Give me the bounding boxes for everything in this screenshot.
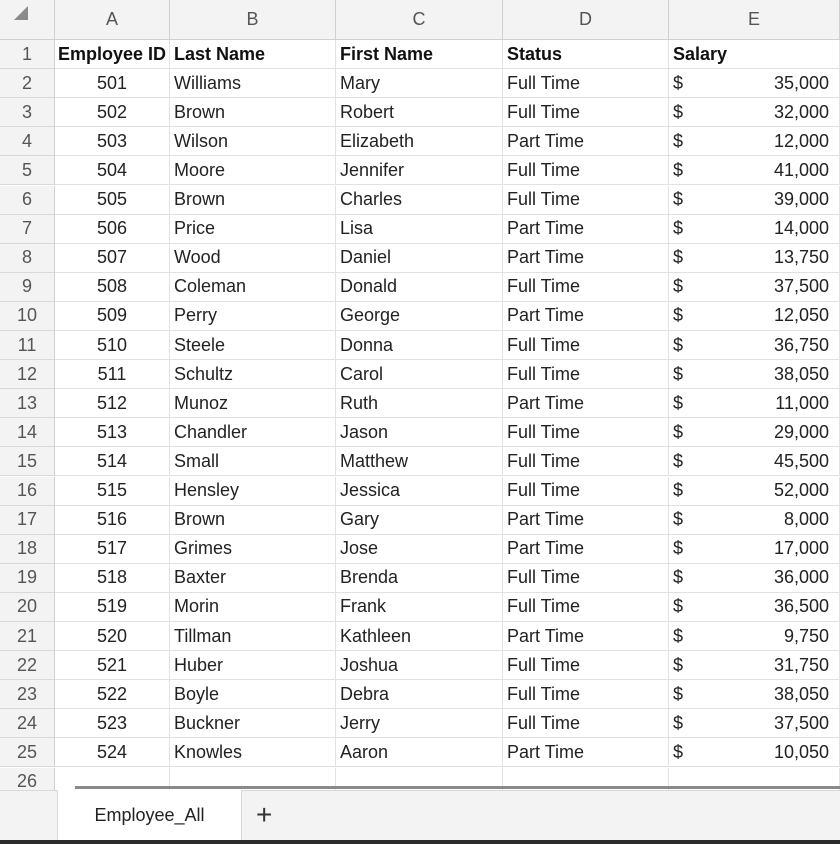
employee-id-cell[interactable]: 511 bbox=[55, 360, 170, 389]
currency-symbol: $ bbox=[673, 654, 684, 675]
currency-symbol: $ bbox=[673, 130, 684, 151]
column-header-e[interactable]: E bbox=[669, 0, 840, 40]
salary-value: 32,000 bbox=[773, 101, 829, 122]
employee-id-cell[interactable]: 516 bbox=[55, 506, 170, 535]
status-cell[interactable]: Part Time bbox=[503, 506, 669, 535]
salary-value: 39,000 bbox=[773, 189, 829, 210]
row-number[interactable]: 1 bbox=[0, 40, 55, 69]
last-name-cell[interactable]: Grimes bbox=[170, 535, 336, 564]
status-cell[interactable]: Full Time bbox=[503, 331, 669, 360]
salary-cell[interactable] bbox=[669, 738, 840, 767]
table-row bbox=[0, 244, 840, 273]
salary-value: 38,050 bbox=[773, 683, 829, 704]
employee-id-cell[interactable]: 518 bbox=[55, 564, 170, 593]
salary-value: 10,050 bbox=[773, 741, 829, 762]
status-cell[interactable]: Full Time bbox=[503, 680, 669, 709]
first-name-cell[interactable]: Jennifer bbox=[336, 156, 503, 185]
first-name-cell[interactable]: Kathleen bbox=[336, 622, 503, 651]
salary-cell[interactable] bbox=[669, 418, 840, 447]
table-row bbox=[0, 477, 840, 506]
row-number[interactable]: 11 bbox=[0, 331, 55, 360]
currency-symbol: $ bbox=[673, 72, 684, 93]
status-cell[interactable]: Part Time bbox=[503, 738, 669, 767]
currency-symbol: $ bbox=[673, 712, 684, 733]
header-cell[interactable]: Employee ID bbox=[55, 40, 170, 69]
employee-id-cell[interactable]: 512 bbox=[55, 389, 170, 418]
status-cell[interactable]: Full Time bbox=[503, 564, 669, 593]
last-name-cell[interactable]: Munoz bbox=[170, 389, 336, 418]
currency-symbol: $ bbox=[673, 480, 684, 501]
currency-symbol: $ bbox=[673, 363, 684, 384]
currency-symbol: $ bbox=[673, 159, 684, 180]
salary-cell[interactable] bbox=[669, 360, 840, 389]
employee-id-cell[interactable]: 521 bbox=[55, 651, 170, 680]
salary-cell[interactable] bbox=[669, 651, 840, 680]
currency-symbol: $ bbox=[673, 538, 684, 559]
currency-symbol: $ bbox=[673, 450, 684, 471]
table-row bbox=[0, 447, 840, 476]
status-cell[interactable]: Full Time bbox=[503, 477, 669, 506]
last-name-cell[interactable]: Moore bbox=[170, 156, 336, 185]
table-row bbox=[0, 389, 840, 418]
sheet-tab-bar bbox=[0, 790, 840, 840]
salary-value: 8,000 bbox=[783, 509, 829, 530]
row-number[interactable]: 16 bbox=[0, 477, 55, 506]
currency-symbol: $ bbox=[673, 276, 684, 297]
employee-id-cell[interactable]: 506 bbox=[55, 215, 170, 244]
salary-cell[interactable] bbox=[669, 709, 840, 738]
status-cell[interactable]: Full Time bbox=[503, 651, 669, 680]
salary-cell[interactable] bbox=[669, 506, 840, 535]
row-number[interactable]: 21 bbox=[0, 622, 55, 651]
status-cell[interactable]: Full Time bbox=[503, 709, 669, 738]
employee-id-cell[interactable]: 503 bbox=[55, 127, 170, 156]
salary-value: 36,000 bbox=[773, 567, 829, 588]
salary-cell[interactable] bbox=[669, 244, 840, 273]
employee-id-cell[interactable]: 523 bbox=[55, 709, 170, 738]
salary-value: 11,000 bbox=[775, 392, 829, 413]
salary-cell[interactable] bbox=[669, 98, 840, 127]
last-name-cell[interactable]: Hensley bbox=[170, 477, 336, 506]
table-row bbox=[0, 360, 840, 389]
salary-value: 37,500 bbox=[773, 712, 829, 733]
first-name-cell[interactable]: Debra bbox=[336, 680, 503, 709]
currency-symbol: $ bbox=[673, 625, 684, 646]
first-name-cell[interactable]: Daniel bbox=[336, 244, 503, 273]
header-cell[interactable]: First Name bbox=[336, 40, 503, 69]
salary-cell[interactable] bbox=[669, 302, 840, 331]
row-number[interactable]: 6 bbox=[0, 186, 55, 215]
salary-value: 29,000 bbox=[773, 421, 829, 442]
table-row bbox=[0, 680, 840, 709]
last-name-cell[interactable]: Morin bbox=[170, 593, 336, 622]
currency-symbol: $ bbox=[673, 218, 684, 239]
status-cell[interactable]: Full Time bbox=[503, 156, 669, 185]
first-name-cell[interactable]: Brenda bbox=[336, 564, 503, 593]
first-name-cell[interactable]: Gary bbox=[336, 506, 503, 535]
status-cell[interactable]: Full Time bbox=[503, 593, 669, 622]
row-number[interactable]: 18 bbox=[0, 535, 55, 564]
last-name-cell[interactable]: Baxter bbox=[170, 564, 336, 593]
first-name-cell[interactable]: Mary bbox=[336, 69, 503, 98]
employee-id-cell[interactable]: 508 bbox=[55, 273, 170, 302]
table-row bbox=[0, 738, 840, 767]
last-name-cell[interactable]: Williams bbox=[170, 69, 336, 98]
first-name-cell[interactable]: Ruth bbox=[336, 389, 503, 418]
last-name-cell[interactable]: Schultz bbox=[170, 360, 336, 389]
table-row bbox=[0, 302, 840, 331]
sheet-tab-employee-all[interactable]: Employee_All bbox=[57, 790, 242, 841]
row-number[interactable]: 3 bbox=[0, 98, 55, 127]
employee-id-cell[interactable]: 514 bbox=[55, 447, 170, 476]
salary-value: 36,500 bbox=[773, 596, 829, 617]
row-number[interactable]: 8 bbox=[0, 244, 55, 273]
last-name-cell[interactable]: Price bbox=[170, 215, 336, 244]
first-name-cell[interactable]: Aaron bbox=[336, 738, 503, 767]
row-number[interactable]: 7 bbox=[0, 215, 55, 244]
salary-value: 36,750 bbox=[773, 334, 829, 355]
add-sheet-button[interactable]: + bbox=[256, 799, 273, 830]
salary-value: 13,750 bbox=[773, 247, 829, 268]
table-row bbox=[0, 593, 840, 622]
salary-value: 35,000 bbox=[773, 72, 829, 93]
salary-value: 37,500 bbox=[773, 276, 829, 297]
first-name-cell[interactable]: Matthew bbox=[336, 447, 503, 476]
currency-symbol: $ bbox=[673, 421, 684, 442]
currency-symbol: $ bbox=[673, 509, 684, 530]
first-name-cell[interactable]: Jason bbox=[336, 418, 503, 447]
row-number[interactable]: 24 bbox=[0, 709, 55, 738]
first-name-cell[interactable]: Joshua bbox=[336, 651, 503, 680]
currency-symbol: $ bbox=[673, 567, 684, 588]
employee-id-cell[interactable]: 522 bbox=[55, 680, 170, 709]
last-name-cell[interactable]: Wilson bbox=[170, 127, 336, 156]
salary-value: 38,050 bbox=[773, 363, 829, 384]
table-row bbox=[0, 535, 840, 564]
employee-id-cell[interactable]: 513 bbox=[55, 418, 170, 447]
select-all-button[interactable] bbox=[0, 0, 55, 40]
row-number[interactable]: 22 bbox=[0, 651, 55, 680]
column-header-d[interactable]: D bbox=[503, 0, 669, 40]
status-cell[interactable]: Full Time bbox=[503, 418, 669, 447]
row-number[interactable]: 2 bbox=[0, 69, 55, 98]
row-number[interactable]: 20 bbox=[0, 593, 55, 622]
status-cell[interactable]: Full Time bbox=[503, 273, 669, 302]
currency-symbol: $ bbox=[673, 392, 684, 413]
currency-symbol: $ bbox=[673, 305, 684, 326]
salary-value: 14,000 bbox=[773, 218, 829, 239]
row-number[interactable]: 9 bbox=[0, 273, 55, 302]
last-name-cell[interactable]: Brown bbox=[170, 98, 336, 127]
last-name-cell[interactable]: Small bbox=[170, 447, 336, 476]
table-row bbox=[0, 156, 840, 185]
currency-symbol: $ bbox=[673, 683, 684, 704]
last-name-cell[interactable]: Huber bbox=[170, 651, 336, 680]
taskbar-strip bbox=[0, 840, 840, 844]
currency-symbol: $ bbox=[673, 334, 684, 355]
first-name-cell[interactable]: Donald bbox=[336, 273, 503, 302]
salary-cell[interactable] bbox=[669, 69, 840, 98]
first-name-cell[interactable]: Elizabeth bbox=[336, 127, 503, 156]
employee-id-cell[interactable]: 519 bbox=[55, 593, 170, 622]
last-name-cell[interactable]: Perry bbox=[170, 302, 336, 331]
employee-id-cell[interactable]: 502 bbox=[55, 98, 170, 127]
salary-cell[interactable] bbox=[669, 535, 840, 564]
status-cell[interactable]: Part Time bbox=[503, 127, 669, 156]
row-number[interactable]: 19 bbox=[0, 564, 55, 593]
row-number[interactable]: 13 bbox=[0, 389, 55, 418]
table-row bbox=[0, 709, 840, 738]
status-cell[interactable]: Part Time bbox=[503, 244, 669, 273]
table-row bbox=[0, 622, 840, 651]
table-row bbox=[0, 418, 840, 447]
first-name-cell[interactable]: Jessica bbox=[336, 477, 503, 506]
header-row bbox=[0, 40, 840, 69]
row-number[interactable]: 26 bbox=[0, 768, 55, 791]
status-cell[interactable]: Full Time bbox=[503, 98, 669, 127]
table-row bbox=[0, 331, 840, 360]
salary-cell[interactable] bbox=[669, 477, 840, 506]
currency-symbol: $ bbox=[673, 101, 684, 122]
row-number[interactable]: 15 bbox=[0, 447, 55, 476]
salary-cell[interactable] bbox=[669, 564, 840, 593]
salary-cell[interactable] bbox=[669, 215, 840, 244]
last-name-cell[interactable]: Chandler bbox=[170, 418, 336, 447]
table-row bbox=[0, 651, 840, 680]
salary-cell[interactable] bbox=[669, 389, 840, 418]
currency-symbol: $ bbox=[673, 247, 684, 268]
status-cell[interactable]: Full Time bbox=[503, 69, 669, 98]
row-number[interactable]: 12 bbox=[0, 360, 55, 389]
table-row bbox=[0, 127, 840, 156]
salary-value: 9,750 bbox=[783, 625, 829, 646]
first-name-cell[interactable]: Jerry bbox=[336, 709, 503, 738]
table-row bbox=[0, 98, 840, 127]
header-cell[interactable]: Salary bbox=[669, 40, 840, 69]
salary-value: 45,500 bbox=[773, 450, 829, 471]
horizontal-scrollbar[interactable] bbox=[75, 786, 840, 789]
currency-symbol: $ bbox=[673, 596, 684, 617]
row-number[interactable]: 5 bbox=[0, 156, 55, 185]
status-cell[interactable]: Full Time bbox=[503, 360, 669, 389]
salary-cell[interactable] bbox=[669, 622, 840, 651]
column-header-row bbox=[0, 0, 840, 40]
status-cell[interactable]: Part Time bbox=[503, 302, 669, 331]
salary-value: 12,000 bbox=[773, 130, 829, 151]
salary-cell[interactable] bbox=[669, 127, 840, 156]
salary-cell[interactable] bbox=[669, 186, 840, 215]
column-header-b[interactable]: B bbox=[170, 0, 336, 40]
row-number[interactable]: 17 bbox=[0, 506, 55, 535]
first-name-cell[interactable]: Frank bbox=[336, 593, 503, 622]
salary-value: 17,000 bbox=[773, 538, 829, 559]
column-header-a[interactable]: A bbox=[55, 0, 170, 40]
row-number[interactable]: 14 bbox=[0, 418, 55, 447]
employee-id-cell[interactable]: 515 bbox=[55, 477, 170, 506]
last-name-cell[interactable]: Wood bbox=[170, 244, 336, 273]
status-cell[interactable]: Part Time bbox=[503, 622, 669, 651]
currency-symbol: $ bbox=[673, 189, 684, 210]
employee-id-cell[interactable]: 501 bbox=[55, 69, 170, 98]
last-name-cell[interactable]: Steele bbox=[170, 331, 336, 360]
table-row bbox=[0, 215, 840, 244]
salary-cell[interactable] bbox=[669, 273, 840, 302]
row-number[interactable]: 25 bbox=[0, 738, 55, 767]
last-name-cell[interactable]: Tillman bbox=[170, 622, 336, 651]
employee-id-cell[interactable]: 505 bbox=[55, 186, 170, 215]
first-name-cell[interactable]: Donna bbox=[336, 331, 503, 360]
status-cell[interactable]: Part Time bbox=[503, 389, 669, 418]
salary-value: 41,000 bbox=[773, 159, 829, 180]
employee-id-cell[interactable]: 510 bbox=[55, 331, 170, 360]
first-name-cell[interactable]: Lisa bbox=[336, 215, 503, 244]
table-row bbox=[0, 69, 840, 98]
salary-value: 12,050 bbox=[773, 305, 829, 326]
last-name-cell[interactable]: Brown bbox=[170, 506, 336, 535]
table-row bbox=[0, 564, 840, 593]
last-name-cell[interactable]: Brown bbox=[170, 186, 336, 215]
header-cell[interactable]: Status bbox=[503, 40, 669, 69]
last-name-cell[interactable]: Boyle bbox=[170, 680, 336, 709]
table-row bbox=[0, 506, 840, 535]
first-name-cell[interactable]: Carol bbox=[336, 360, 503, 389]
row-number[interactable]: 10 bbox=[0, 302, 55, 331]
select-all-icon bbox=[14, 6, 28, 20]
table-row bbox=[0, 273, 840, 302]
salary-cell[interactable] bbox=[669, 680, 840, 709]
salary-cell[interactable] bbox=[669, 447, 840, 476]
last-name-cell[interactable]: Coleman bbox=[170, 273, 336, 302]
employee-id-cell[interactable]: 520 bbox=[55, 622, 170, 651]
currency-symbol: $ bbox=[673, 741, 684, 762]
salary-value: 31,750 bbox=[773, 654, 829, 675]
salary-value: 52,000 bbox=[773, 480, 829, 501]
employee-id-cell[interactable]: 524 bbox=[55, 738, 170, 767]
row-number[interactable]: 4 bbox=[0, 127, 55, 156]
status-cell[interactable]: Part Time bbox=[503, 535, 669, 564]
status-cell[interactable]: Full Time bbox=[503, 447, 669, 476]
last-name-cell[interactable]: Buckner bbox=[170, 709, 336, 738]
salary-cell[interactable] bbox=[669, 156, 840, 185]
first-name-cell[interactable]: George bbox=[336, 302, 503, 331]
status-cell[interactable]: Part Time bbox=[503, 215, 669, 244]
last-name-cell[interactable]: Knowles bbox=[170, 738, 336, 767]
row-number[interactable]: 23 bbox=[0, 680, 55, 709]
employee-id-cell[interactable]: 507 bbox=[55, 244, 170, 273]
salary-cell[interactable] bbox=[669, 593, 840, 622]
column-header-c[interactable]: C bbox=[336, 0, 503, 40]
employee-id-cell[interactable]: 517 bbox=[55, 535, 170, 564]
status-cell[interactable]: Full Time bbox=[503, 186, 669, 215]
first-name-cell[interactable]: Charles bbox=[336, 186, 503, 215]
header-cell[interactable]: Last Name bbox=[170, 40, 336, 69]
salary-cell[interactable] bbox=[669, 331, 840, 360]
first-name-cell[interactable]: Robert bbox=[336, 98, 503, 127]
employee-id-cell[interactable]: 504 bbox=[55, 156, 170, 185]
first-name-cell[interactable]: Jose bbox=[336, 535, 503, 564]
table-row bbox=[0, 186, 840, 215]
employee-id-cell[interactable]: 509 bbox=[55, 302, 170, 331]
